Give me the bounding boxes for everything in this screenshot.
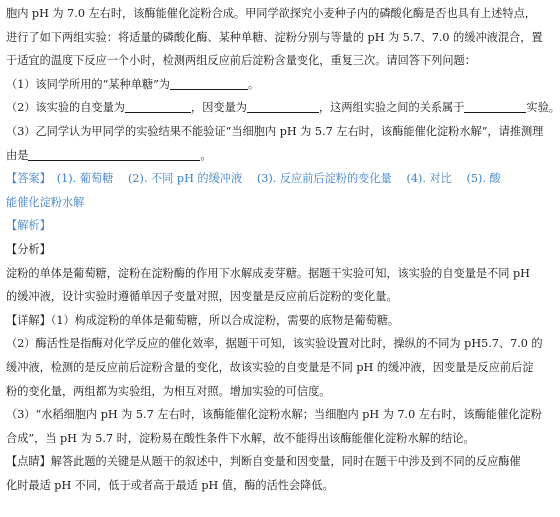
question-1-end: 。 (248, 77, 260, 91)
answer-line-1 (6, 167, 544, 191)
question-2-text-b: ，因变量为 (191, 101, 247, 115)
question-3-blank (28, 148, 200, 161)
analysis-tag: 【解析】 (6, 219, 51, 233)
detail-line-3: 缓冲液，检测的是反应前后淀粉含量的变化，故该实验的自变量是不同 pH 的缓冲液，因变量是反应前后淀 (6, 360, 534, 374)
answer-line-2: 能催化淀粉水解 (6, 195, 85, 209)
answer-text: (1). 葡萄糖 (2). 不同 pH 的缓冲液 (3). 反应前后淀粉的变化量 (4). 对比 (5). 酸 (56, 172, 501, 186)
fenxi-line-2: 的缓冲液，设计实验时遵循单因子变量对照，因变量是反应前后淀粉的变化量。 (6, 290, 398, 304)
question-3-text: 由是 (6, 148, 29, 162)
tip-line-1 (6, 450, 544, 474)
question-2-text-c: ，这两组实验之间的关系属于 (318, 101, 465, 115)
detail-line-2: （2）酶活性是指酶对化学反应的催化效率，据题干可知，该实验设置对比时，操纵的不同为 pH5.7、7.0 的 (6, 337, 543, 351)
question-3-line-1: （3）乙同学认为甲同学的实验结果不能验证“当细胞内 pH 为 5.7 左右时，该酶能催化淀粉水解”，请推测理 (6, 124, 544, 138)
tip-line-2: 化时最适 pH 不同，低于或者高于最适 pH 值，酶的活性会降低。 (6, 478, 334, 492)
question-stem-line-2: 进行了如下两组实验：将适量的磷酸化酶、某种单糖、淀粉分别与等量的 pH 为 5.7、7.0 的缓冲液混合，置 (6, 30, 543, 44)
detail-tag: 【详解】 (6, 313, 51, 327)
question-3-line-2 (6, 144, 544, 168)
detail-line-5: （3）“水稻细胞内 pH 为 5.7 左右时，该酶能催化淀粉水解；当细胞内 pH 为 7.0 左右时，该酶能催化淀粉 (6, 408, 542, 422)
question-2 (6, 96, 560, 120)
fenxi-line-1: 淀粉的单体是葡萄糖，淀粉在淀粉酶的作用下水解成麦芽糖。据题干实验可知，该实验的自变量是不同 pH (6, 266, 530, 280)
detail-line-4: 粉的变化量，两组都为实验组，为相互对照。增加实验的可信度。 (6, 384, 331, 398)
question-2-blank-1 (125, 100, 191, 113)
question-2-text-d: 实验。 (526, 101, 560, 115)
tip-tag: 【点睛】 (6, 455, 51, 469)
detail-line-6: 合成”，当 pH 为 5.7 时，淀粉易在酸性条件下水解，故不能得出该酶能催化淀粉水解的结论。 (6, 431, 475, 445)
question-2-text-a: （2）该实验的自变量为 (6, 101, 125, 115)
question-stem-line-3: 于适宜的温度下反应一个小时，检测两组反应前后淀粉含量变化，重复三次。请回答下列问题： (6, 54, 476, 68)
tip-text-1: 解答此题的关键是从题干的叙述中，判断自变量和因变量，同时在题干中涉及到不同的反应酶催 (50, 455, 521, 469)
fenxi-heading: 【分析】 (6, 242, 51, 256)
answer-tag: 【答案】 (6, 172, 51, 186)
question-2-blank-2 (247, 100, 319, 113)
question-2-blank-3 (464, 100, 526, 113)
question-1-blank (170, 77, 248, 90)
question-stem-line-1: 胞内 pH 为 7.0 左右时，该酶能催化淀粉合成。甲同学欲探究小麦种子内的磷酸化酶是否也具有上述特点， (6, 7, 536, 20)
analysis-heading (6, 214, 544, 238)
detail-line-1 (6, 309, 544, 333)
question-1-text: （1）该同学所用的“某种单糖”为 (6, 77, 170, 91)
question-3-end: 。 (200, 148, 212, 162)
detail-text-1: （1）构成淀粉的单体是葡萄糖，所以合成淀粉，需要的底物是葡萄糖。 (50, 313, 400, 327)
question-1 (6, 73, 544, 97)
